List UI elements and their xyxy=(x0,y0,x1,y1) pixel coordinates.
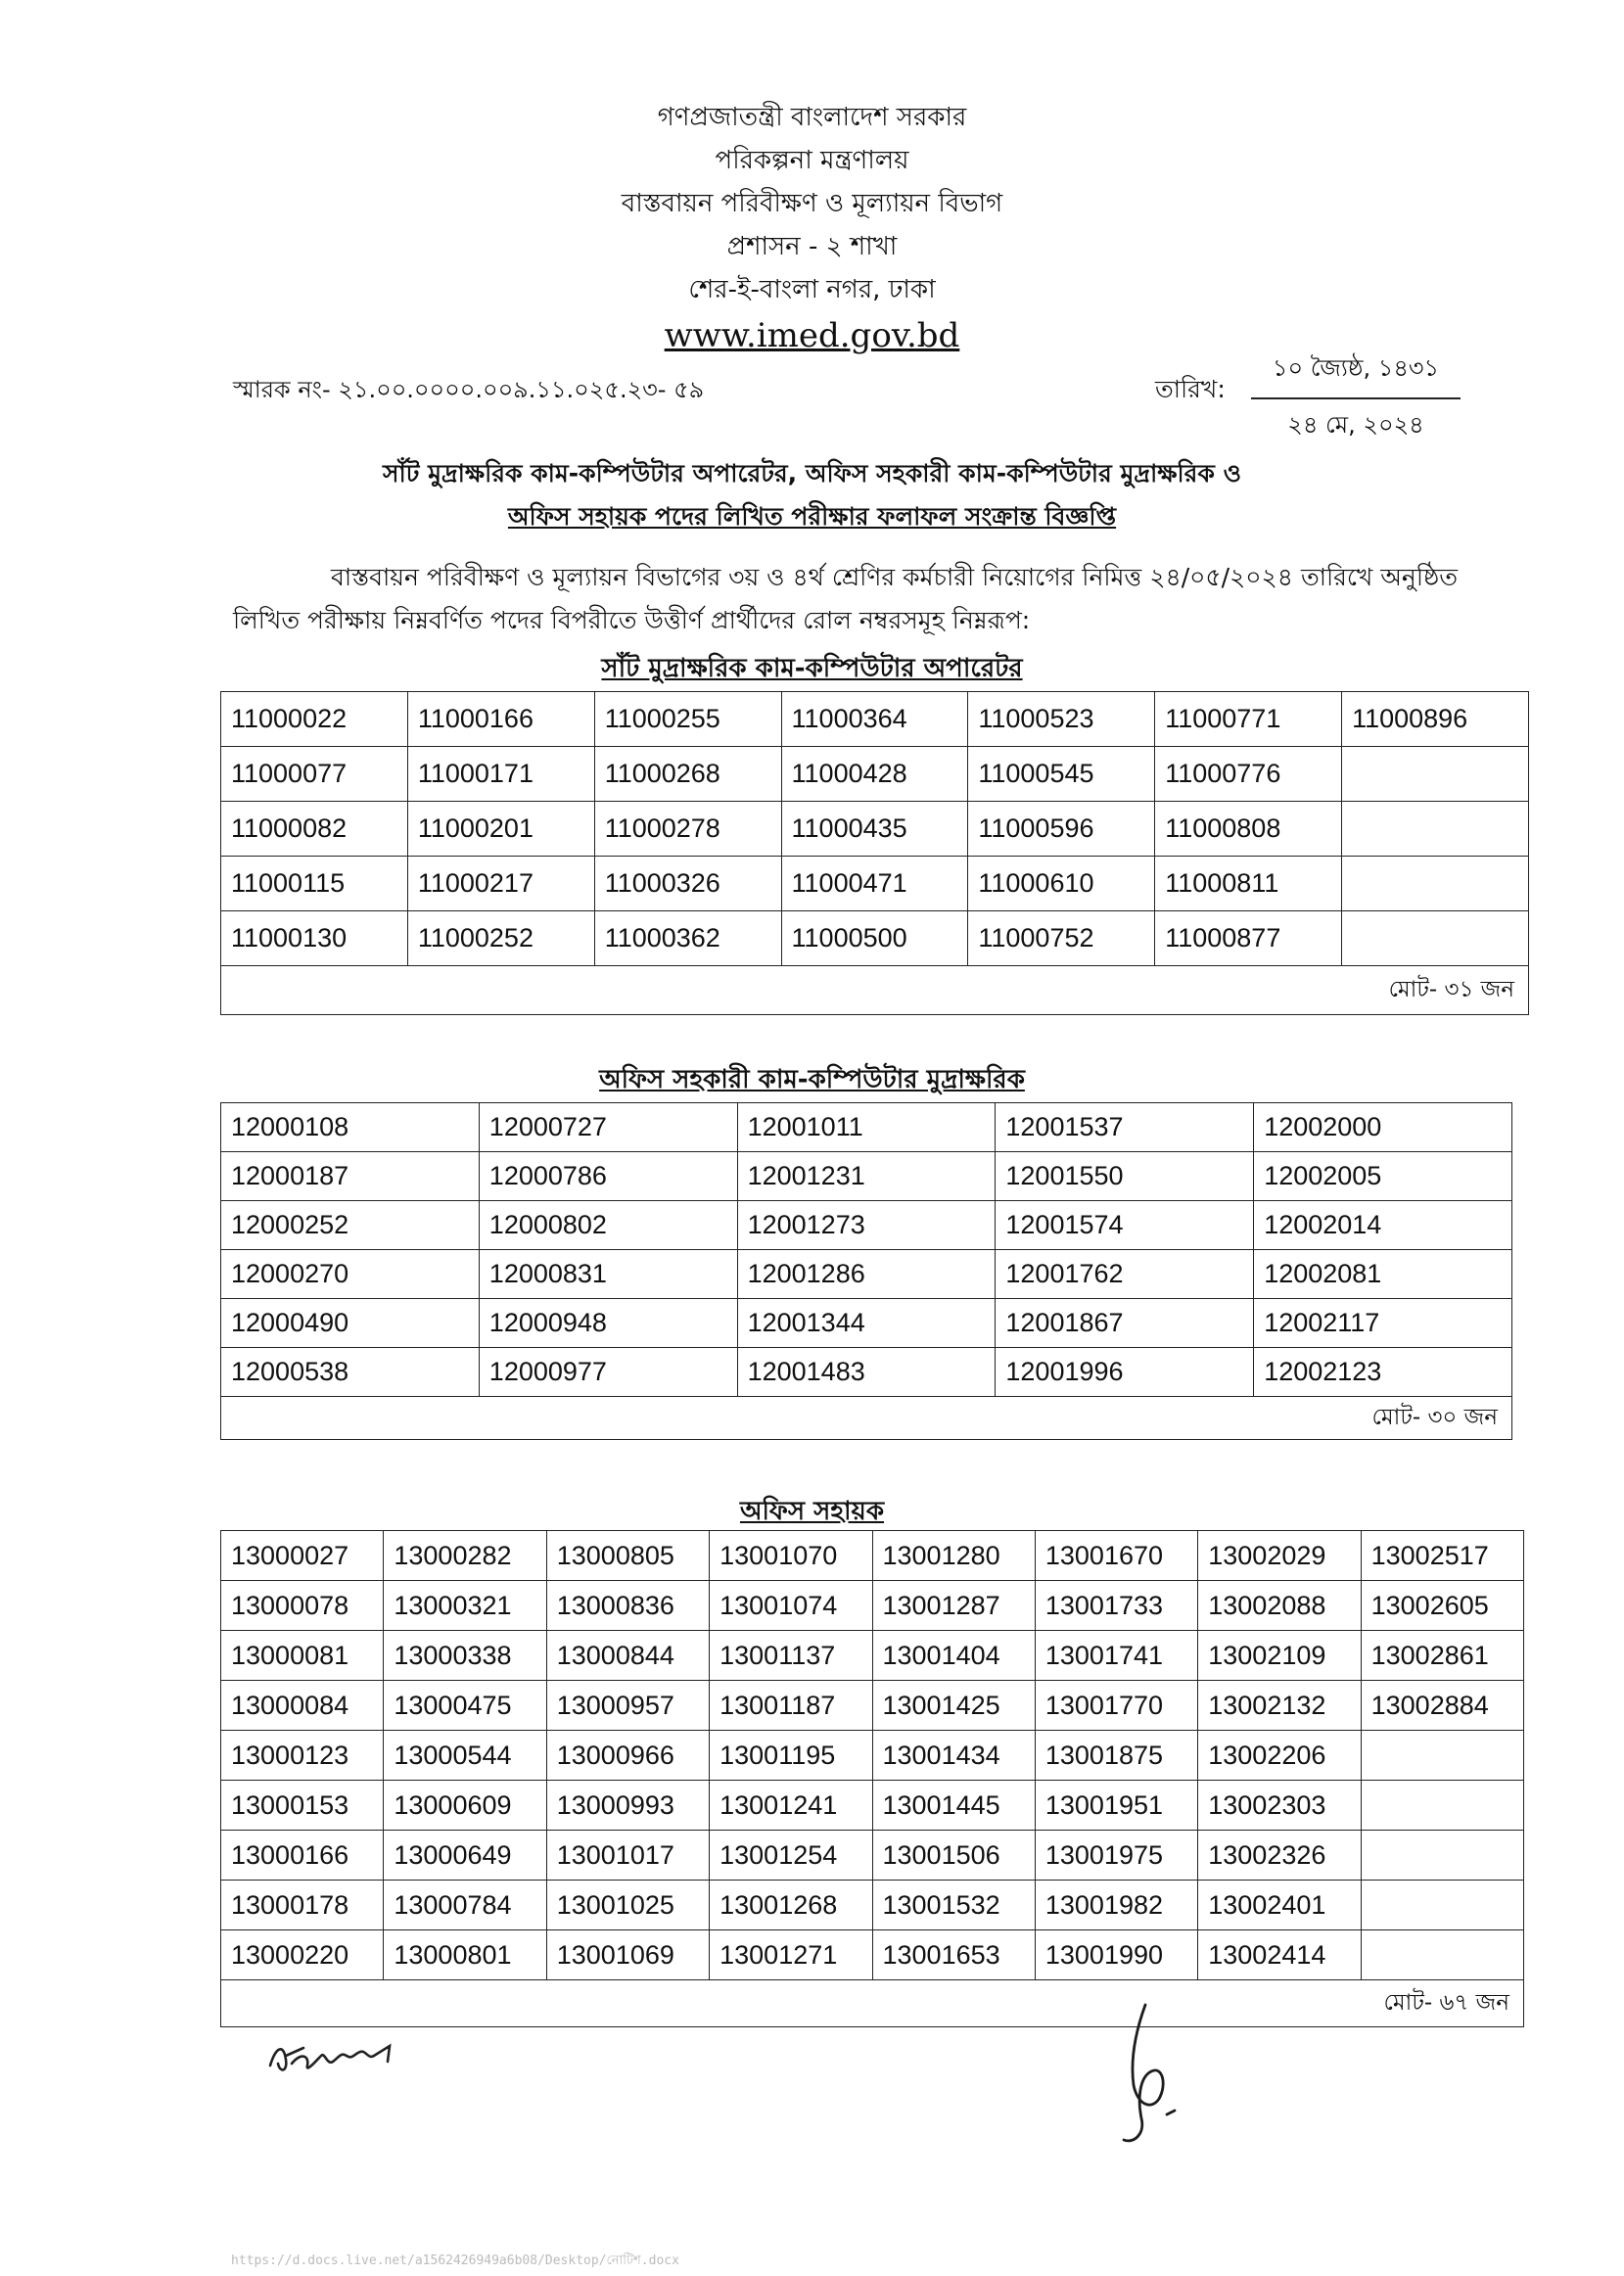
roll-number-cell: 12001537 xyxy=(996,1103,1254,1152)
roll-number-cell: 13001074 xyxy=(710,1581,872,1631)
roll-number-cell: 13001025 xyxy=(546,1881,709,1930)
table-row xyxy=(221,1731,1524,1781)
officer-signature xyxy=(1094,1997,1202,2154)
roll-number-cell: 12000948 xyxy=(479,1299,737,1348)
roll-number-cell: 13001445 xyxy=(872,1781,1035,1831)
roll-number-cell: 13000475 xyxy=(384,1681,546,1731)
total-count: মোট- ৩০ জন xyxy=(221,1397,1512,1440)
roll-number-cell: 13000081 xyxy=(221,1631,384,1681)
roll-number-cell: 11000115 xyxy=(221,857,408,911)
table-row xyxy=(221,1930,1524,1980)
roll-number-cell xyxy=(1342,911,1529,966)
roll-number-cell: 13001287 xyxy=(872,1581,1035,1631)
roll-number-cell: 13000836 xyxy=(546,1581,709,1631)
table-row xyxy=(221,1348,1512,1397)
roll-number-cell: 11000877 xyxy=(1155,911,1342,966)
date-block xyxy=(1251,350,1461,446)
roll-number-cell: 11000500 xyxy=(781,911,968,966)
section-title-office-helper: অফিস সহায়ক xyxy=(739,1497,885,1526)
roll-number-cell: 11000776 xyxy=(1155,747,1342,802)
roll-number-cell: 13001670 xyxy=(1035,1531,1197,1581)
roll-number-cell: 13000084 xyxy=(221,1681,384,1731)
roll-number-cell: 13000321 xyxy=(384,1581,546,1631)
table-row xyxy=(221,1152,1512,1201)
roll-number-cell xyxy=(1361,1731,1523,1781)
roll-number-cell: 12002005 xyxy=(1254,1152,1512,1201)
roll-number-cell: 11000130 xyxy=(221,911,408,966)
memo-number: স্মারক নং- ২১.০০.০০০০.০০৯.১১.০২৫.২৩- ৫৯ xyxy=(233,376,705,403)
roll-number-cell: 13000078 xyxy=(221,1581,384,1631)
roll-number-cell: 13000993 xyxy=(546,1781,709,1831)
roll-number-cell: 12001483 xyxy=(737,1348,996,1397)
table-row xyxy=(221,1103,1512,1152)
roll-number-cell: 13001280 xyxy=(872,1531,1035,1581)
roll-number-cell: 11000428 xyxy=(781,747,968,802)
roll-number-cell: 12000831 xyxy=(479,1250,737,1299)
roll-number-cell: 13001506 xyxy=(872,1831,1035,1881)
roll-number-cell: 12000727 xyxy=(479,1103,737,1152)
table-row xyxy=(221,857,1529,911)
roll-number-cell: 11000166 xyxy=(407,692,594,747)
roll-number-cell: 11000326 xyxy=(594,857,781,911)
roll-number-cell: 11000435 xyxy=(781,802,968,857)
table-row xyxy=(221,1781,1524,1831)
roll-number-cell: 12000977 xyxy=(479,1348,737,1397)
roll-number-cell: 13002326 xyxy=(1198,1831,1361,1881)
roll-number-cell: 13000338 xyxy=(384,1631,546,1681)
roll-number-cell xyxy=(1361,1831,1523,1881)
table-row xyxy=(221,1831,1524,1881)
section-title-stenographer: সাঁট মুদ্রাক্ষরিক কাম-কম্পিউটার অপারেটর xyxy=(601,654,1023,683)
roll-number-cell: 13000649 xyxy=(384,1831,546,1881)
roll-number-cell: 11000545 xyxy=(968,747,1155,802)
result-table-office-helper xyxy=(220,1530,1524,2027)
table-row xyxy=(221,802,1529,857)
roll-number-cell: 12002014 xyxy=(1254,1201,1512,1250)
roll-number-cell: 12000108 xyxy=(221,1103,480,1152)
roll-number-cell: 13001070 xyxy=(710,1531,872,1581)
roll-number-cell: 13001404 xyxy=(872,1631,1035,1681)
roll-number-cell: 12002081 xyxy=(1254,1250,1512,1299)
table-row xyxy=(221,1201,1512,1250)
intro-paragraph: বাস্তবায়ন পরিবীক্ষণ ও মূল্যায়ন বিভাগের ৩য় ও ৪র্থ শ্রেণির কর্মচারী নিয়োগের নিমিত্ত ২৪/০৫/২০২৪ তারিখে অনুষ্ঠিত লিখিত পরীক্ষায় নিম্নবর্ণিত পদের বিপরীতে উত্তীর্ণ প্রার্থীদের রোল নম্বরসমূহ নিম্নরূপ: xyxy=(233,563,1459,634)
roll-number-cell: 13000844 xyxy=(546,1631,709,1681)
roll-number-cell: 12001011 xyxy=(737,1103,996,1152)
address: শের-ই-বাংলা নগর, ঢাকা xyxy=(688,275,936,304)
roll-number-cell: 11000217 xyxy=(407,857,594,911)
table-row xyxy=(221,1681,1524,1731)
roll-number-cell: 12001996 xyxy=(996,1348,1254,1397)
roll-number-cell: 12000187 xyxy=(221,1152,480,1201)
roll-number-cell: 12000786 xyxy=(479,1152,737,1201)
roll-number-cell: 13000805 xyxy=(546,1531,709,1581)
roll-number-cell: 13002414 xyxy=(1198,1930,1361,1980)
roll-number-cell xyxy=(1342,802,1529,857)
roll-number-cell: 13001254 xyxy=(710,1831,872,1881)
roll-number-cell: 13000153 xyxy=(221,1781,384,1831)
subject-line-2: অফিস সহায়ক পদের লিখিত পরীক্ষার ফলাফল সংক্রান্ত বিজ্ঞপ্তি xyxy=(507,502,1117,531)
roll-number-cell: 13000220 xyxy=(221,1930,384,1980)
roll-number-cell: 13001951 xyxy=(1035,1781,1197,1831)
roll-number-cell xyxy=(1342,747,1529,802)
roll-number-cell xyxy=(1361,1781,1523,1831)
roll-number-cell: 11000022 xyxy=(221,692,408,747)
roll-number-cell: 12000538 xyxy=(221,1348,480,1397)
roll-number-cell: 13001017 xyxy=(546,1831,709,1881)
table-row xyxy=(221,1531,1524,1581)
roll-number-cell: 13001434 xyxy=(872,1731,1035,1781)
roll-number-cell: 13000123 xyxy=(221,1731,384,1781)
table-total-row xyxy=(221,966,1529,1015)
table-total-row xyxy=(221,1397,1512,1440)
notice-subject xyxy=(0,452,1624,538)
roll-number-cell: 11000752 xyxy=(968,911,1155,966)
roll-number-cell: 11000896 xyxy=(1342,692,1529,747)
table-row xyxy=(221,1299,1512,1348)
result-table-office-assistant-typist xyxy=(220,1102,1512,1440)
table-row xyxy=(221,1250,1512,1299)
roll-number-cell: 12002123 xyxy=(1254,1348,1512,1397)
table-row xyxy=(221,1631,1524,1681)
roll-number-cell: 12001231 xyxy=(737,1152,996,1201)
roll-number-cell: 13000166 xyxy=(221,1831,384,1881)
roll-number-cell: 13001741 xyxy=(1035,1631,1197,1681)
result-table-stenographer xyxy=(220,691,1529,1015)
government-name: গণপ্রজাতন্ত্রী বাংলাদেশ সরকার xyxy=(657,103,967,132)
roll-number-cell: 13001271 xyxy=(710,1930,872,1980)
roll-number-cell: 13001069 xyxy=(546,1930,709,1980)
roll-number-cell: 11000811 xyxy=(1155,857,1342,911)
roll-number-cell: 11000364 xyxy=(781,692,968,747)
roll-number-cell: 13000178 xyxy=(221,1881,384,1930)
roll-number-cell: 12000490 xyxy=(221,1299,480,1348)
roll-number-cell: 12000270 xyxy=(221,1250,480,1299)
roll-number-cell: 11000077 xyxy=(221,747,408,802)
roll-number-cell: 12002000 xyxy=(1254,1103,1512,1152)
table-total-row xyxy=(221,1980,1524,2027)
roll-number-cell: 11000596 xyxy=(968,802,1155,857)
table-row xyxy=(221,747,1529,802)
footer-file-path: https://d.docs.live.net/a1562426949a6b08/Desktop/নোটিশ.docx xyxy=(231,2253,679,2268)
roll-number-cell: 13001770 xyxy=(1035,1681,1197,1731)
roll-number-cell: 11000362 xyxy=(594,911,781,966)
roll-number-cell: 13001268 xyxy=(710,1881,872,1930)
roll-number-cell: 11000082 xyxy=(221,802,408,857)
roll-number-cell: 13001187 xyxy=(710,1681,872,1731)
roll-number-cell: 13000544 xyxy=(384,1731,546,1781)
table-row xyxy=(221,692,1529,747)
ministry-name: পরিকল্পনা মন্ত্রণালয় xyxy=(715,146,909,175)
roll-number-cell: 13002861 xyxy=(1361,1631,1523,1681)
roll-number-cell: 13001975 xyxy=(1035,1831,1197,1881)
roll-number-cell: 12001286 xyxy=(737,1250,996,1299)
roll-number-cell: 13000957 xyxy=(546,1681,709,1731)
roll-number-cell: 13001425 xyxy=(872,1681,1035,1731)
roll-number-cell: 13002088 xyxy=(1198,1581,1361,1631)
roll-number-cell: 13002029 xyxy=(1198,1531,1361,1581)
roll-number-cell: 13002132 xyxy=(1198,1681,1361,1731)
roll-number-cell: 13000027 xyxy=(221,1531,384,1581)
roll-number-cell: 12001762 xyxy=(996,1250,1254,1299)
roll-number-cell: 13001195 xyxy=(710,1731,872,1781)
roll-number-cell: 12001344 xyxy=(737,1299,996,1348)
roll-number-cell xyxy=(1361,1930,1523,1980)
roll-number-cell: 13002884 xyxy=(1361,1681,1523,1731)
total-count: মোট- ৩১ জন xyxy=(221,966,1529,1015)
branch-name: প্রশাসন - ২ শাখা xyxy=(726,232,898,261)
roll-number-cell: 13000801 xyxy=(384,1930,546,1980)
total-count: মোট- ৬৭ জন xyxy=(221,1980,1524,2027)
roll-number-cell xyxy=(1342,857,1529,911)
roll-number-cell: 13000282 xyxy=(384,1531,546,1581)
division-name: বাস্তবায়ন পরিবীক্ষণ ও মূল্যায়ন বিভাগ xyxy=(621,189,1003,218)
table-row xyxy=(221,911,1529,966)
table-row xyxy=(221,1881,1524,1930)
roll-number-cell: 12002117 xyxy=(1254,1299,1512,1348)
roll-number-cell: 13002303 xyxy=(1198,1781,1361,1831)
roll-number-cell: 13002109 xyxy=(1198,1631,1361,1681)
roll-number-cell: 11000471 xyxy=(781,857,968,911)
date-english: ২৪ মে, ২০২৪ xyxy=(1287,411,1424,439)
roll-number-cell: 13001990 xyxy=(1035,1930,1197,1980)
letterhead xyxy=(0,96,1624,360)
roll-number-cell: 13002206 xyxy=(1198,1731,1361,1781)
roll-number-cell: 12001574 xyxy=(996,1201,1254,1250)
roll-number-cell: 12000802 xyxy=(479,1201,737,1250)
roll-number-cell: 13001137 xyxy=(710,1631,872,1681)
roll-number-cell: 13000784 xyxy=(384,1881,546,1930)
roll-number-cell: 11000771 xyxy=(1155,692,1342,747)
roll-number-cell: 13001653 xyxy=(872,1930,1035,1980)
table-row xyxy=(221,1581,1524,1631)
roll-number-cell: 13000966 xyxy=(546,1731,709,1781)
roll-number-cell: 13001733 xyxy=(1035,1581,1197,1631)
roll-number-cell: 12001273 xyxy=(737,1201,996,1250)
roll-number-cell: 13001982 xyxy=(1035,1881,1197,1930)
roll-number-cell: 11000523 xyxy=(968,692,1155,747)
roll-number-cell: 13001875 xyxy=(1035,1731,1197,1781)
roll-number-cell: 12001867 xyxy=(996,1299,1254,1348)
roll-number-cell: 13001241 xyxy=(710,1781,872,1831)
roll-number-cell: 13002605 xyxy=(1361,1581,1523,1631)
roll-number-cell: 11000201 xyxy=(407,802,594,857)
roll-number-cell: 11000278 xyxy=(594,802,781,857)
website-link[interactable]: www.imed.gov.bd xyxy=(664,316,960,355)
roll-number-cell: 13001532 xyxy=(872,1881,1035,1930)
roll-number-cell: 13002401 xyxy=(1198,1881,1361,1930)
date-bangla: ১০ জ্যৈষ্ঠ, ১৪৩১ xyxy=(1251,350,1461,399)
roll-number-cell: 11000610 xyxy=(968,857,1155,911)
roll-number-cell: 12001550 xyxy=(996,1152,1254,1201)
subject-line-1: সাঁট মুদ্রাক্ষরিক কাম-কম্পিউটার অপারেটর, অফিস সহকারী কাম-কম্পিউটার মুদ্রাক্ষরিক ও xyxy=(382,459,1242,488)
roll-number-cell: 13002517 xyxy=(1361,1531,1523,1581)
section-title-office-assistant-typist: অফিস সহকারী কাম-কম্পিউটার মুদ্রাক্ষরিক xyxy=(599,1065,1025,1094)
roll-number-cell: 13000609 xyxy=(384,1781,546,1831)
roll-number-cell: 11000171 xyxy=(407,747,594,802)
roll-number-cell: 11000252 xyxy=(407,911,594,966)
roll-number-cell xyxy=(1361,1881,1523,1930)
roll-number-cell: 11000808 xyxy=(1155,802,1342,857)
roll-number-cell: 11000255 xyxy=(594,692,781,747)
date-label: তারিখ: xyxy=(1155,375,1226,403)
roll-number-cell: 12000252 xyxy=(221,1201,480,1250)
initial-signature xyxy=(262,2026,419,2085)
roll-number-cell: 11000268 xyxy=(594,747,781,802)
